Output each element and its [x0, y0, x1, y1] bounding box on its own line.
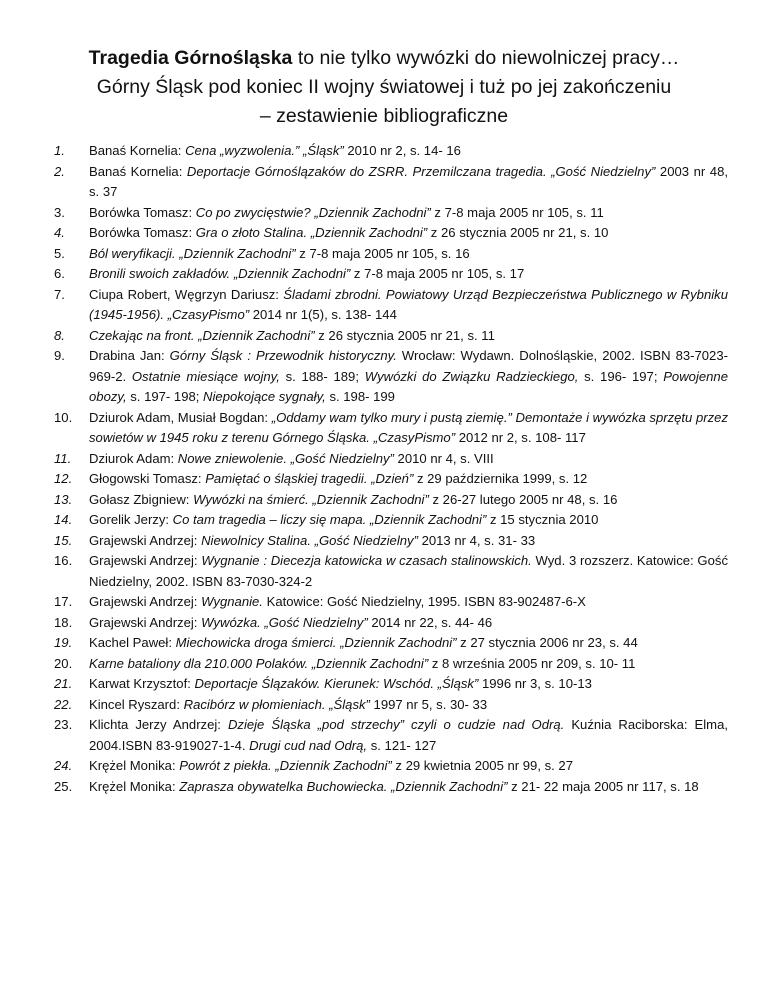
entry-title-text: Górny Śląsk : Przewodnik historyczny.: [169, 348, 397, 363]
entry-number: 24.: [54, 758, 73, 773]
entry-title-text: Ból weryfikacji. „Dziennik Zachodni”: [89, 245, 296, 261]
bibliography-entry: [54, 551, 728, 592]
document-header: [40, 44, 728, 131]
entry-number: 3.: [54, 204, 65, 220]
entry-text: z 29 października 1999, s. 12: [413, 471, 588, 486]
entry-text: Borówka Tomasz:: [89, 225, 196, 240]
entry-number: 22.: [54, 696, 73, 712]
entry-text: z 8 września 2005 nr 209, s. 10- 11: [428, 655, 636, 671]
entry-text: Grajewski Andrzej:: [89, 553, 202, 568]
entry-text: Grajewski Andrzej:: [89, 532, 202, 548]
entry-title-text: Drugi cud nad Odrą,: [249, 737, 368, 753]
bibliography-entry: [54, 244, 728, 265]
bibliography-entry: [54, 510, 728, 531]
entry-title-text: Wywózki na śmierć. „Dziennik Zachodni”: [193, 491, 429, 507]
entry-number: 18.: [54, 614, 73, 630]
entry-title-text: Zaprasza obywatelka Buchowiecka. „Dziennik Zachodni”: [179, 778, 508, 794]
entry-title-text: Ostatnie miesiące wojny,: [131, 368, 280, 384]
entry-text: Dziurok Adam:: [89, 450, 178, 466]
entry-text: z 26-27 lutego 2005 nr 48, s. 16: [428, 491, 618, 507]
bibliography-entry: [54, 326, 728, 347]
entry-text: z 26 stycznia 2005 nr 21, s. 10: [427, 225, 609, 240]
entry-number: 12.: [54, 471, 73, 486]
bibliography-entry: [54, 613, 728, 634]
entry-number: 4.: [54, 225, 65, 240]
entry-number: 9.: [54, 348, 65, 363]
entry-text: z 7-8 maja 2005 nr 105, s. 16: [295, 245, 470, 261]
entry-title-text: Pamiętać o śląskiej tragedii. „Dzień”: [205, 471, 414, 486]
bibliography-entry: [54, 715, 728, 756]
entry-title-text: Wywózki do Związku Radzieckiego,: [364, 368, 579, 384]
entry-text: s. 188- 189;: [279, 368, 365, 384]
bibliography-entry: [54, 223, 728, 244]
entry-text: Gorelik Jerzy:: [89, 512, 173, 527]
entry-title-text: Wygnanie.: [201, 594, 263, 609]
bibliography-entry: [54, 654, 728, 675]
entry-number: 14.: [54, 512, 73, 527]
entry-text: z 15 stycznia 2010: [486, 512, 599, 527]
entry-title-text: Wywózka. „Gość Niedzielny”: [201, 614, 368, 630]
bibliography-entry: [54, 756, 728, 777]
entry-number: 20.: [54, 655, 73, 671]
bibliography-entry: [54, 777, 728, 798]
entry-title-text: Bronili swoich zakładów. „Dziennik Zachodni”: [89, 266, 351, 281]
entry-number: 10.: [54, 409, 73, 425]
entry-text: Kincel Ryszard:: [89, 696, 184, 712]
entry-text: Katowice: Gość Niedzielny, 1995. ISBN 83-902487-6-X: [262, 594, 586, 609]
entry-text: Karwat Krzysztof:: [89, 676, 195, 691]
entry-number: 19.: [54, 635, 73, 650]
entry-title-text: Czekając na front. „Dziennik Zachodni”: [89, 327, 315, 343]
bibliography-entry: [54, 695, 728, 716]
entry-title-text: Cena „wyzwolenia.” „Śląsk”: [185, 143, 344, 158]
entry-title-text: Co po zwycięstwie? „Dziennik Zachodni”: [195, 204, 431, 220]
bibliography-entry: [54, 592, 728, 613]
entry-text: Banaś Kornelia:: [89, 163, 187, 179]
title-bold: Tragedia Górnośląska: [88, 47, 293, 69]
entry-text: z 7-8 maja 2005 nr 105, s. 17: [350, 266, 525, 281]
entry-text: s. 197- 198;: [126, 389, 204, 404]
entry-text: Dziurok Adam, Musiał Bogdan:: [89, 409, 272, 425]
entry-text: s. 196- 197;: [578, 368, 664, 384]
bibliography-entry: [54, 346, 728, 408]
entry-number: 17.: [54, 594, 73, 609]
entry-text: Kachel Paweł:: [89, 635, 176, 650]
bibliography-entry: [54, 531, 728, 552]
bibliography-entry: [54, 285, 728, 326]
entry-number: 23.: [54, 717, 73, 732]
entry-text: Głogowski Tomasz:: [89, 471, 206, 486]
entry-title-text: Deportacje Górnoślązaków do ZSRR. Przemilczana tragedia. „Gość Niedzielny”: [186, 163, 656, 179]
entry-text: 1997 nr 5, s. 30- 33: [369, 696, 488, 712]
entry-text: 2014 nr 1(5), s. 138- 144: [249, 307, 397, 322]
entry-number: 8.: [54, 327, 65, 343]
entry-text: Banaś Kornelia:: [89, 143, 186, 158]
entry-text: s. 198- 199: [325, 389, 395, 404]
entry-title-text: Co tam tragedia – liczy się mapa. „Dziennik Zachodni”: [172, 512, 487, 527]
entry-text: z 29 kwietnia 2005 nr 99, s. 27: [391, 758, 573, 773]
entry-text: Krężel Monika:: [89, 758, 180, 773]
entry-title-text: Śladami zbrodni. Powiatowy Urząd Bezpieczeństwa Publicznego w Rybniku (1945-1956). „CzasyPismo”: [89, 286, 728, 322]
entry-number: 11.: [54, 450, 72, 466]
entry-number: 6.: [54, 266, 65, 281]
entry-text: 2010 nr 4, s. VIII: [393, 450, 494, 466]
entry-number: 13.: [54, 491, 73, 507]
entry-number: 16.: [54, 553, 73, 568]
entry-text: Wyd. 3 rozszerz. Katowice: Gość Niedzielny, 2002. ISBN 83-7030-324-2: [89, 553, 728, 589]
bibliography-entry: [54, 203, 728, 224]
entry-text: Grajewski Andrzej:: [89, 594, 202, 609]
bibliography-entry: [54, 469, 728, 490]
entry-text: z 21- 22 maja 2005 nr 117, s. 18: [507, 778, 699, 794]
bibliography-entry: [54, 408, 728, 449]
entry-title-text: Wygnanie : Diecezja katowicka w czasach stalinowskich.: [201, 553, 532, 568]
entry-title-text: „Oddamy wam tylko mury i pustą ziemię.” Demontaże i wywózka sprzętu przez sowietów w 1945 roku z terenu Górnego Śląska. „CzasyPismo”: [89, 409, 728, 445]
title-line-1: [40, 44, 728, 73]
title-line-3: – zestawienie bibliograficzne: [259, 105, 509, 127]
entry-title-text: Niepokojące sygnały,: [203, 389, 326, 404]
entry-text: Wrocław: Wydawn. Dolnośląskie, 2002. ISBN 83-7023-969-2.: [89, 348, 728, 384]
bibliography-entry: [54, 490, 728, 511]
entry-number: 1.: [54, 143, 65, 158]
entry-text: z 26 stycznia 2005 nr 21, s. 11: [314, 327, 495, 343]
entry-number: 15.: [54, 532, 73, 548]
bibliography-list: [54, 141, 728, 797]
entry-text: Gołasz Zbigniew:: [89, 491, 194, 507]
title-line-2: Górny Śląsk pod koniec II wojny światowej i tuż po jej zakończeniu: [96, 76, 672, 98]
entry-text: 2012 nr 2, s. 108- 117: [455, 430, 586, 445]
entry-number: 5.: [54, 245, 65, 261]
entry-text: Borówka Tomasz:: [89, 204, 196, 220]
bibliography-entry: [54, 141, 728, 162]
entry-text: 2013 nr 4, s. 31- 33: [417, 532, 536, 548]
entry-title-text: Racibórz w płomieniach. „Śląsk”: [183, 696, 370, 712]
bibliography-entry: [54, 674, 728, 695]
entry-title-text: Powrót z piekła. „Dziennik Zachodni”: [179, 758, 392, 773]
entry-text: z 27 stycznia 2006 nr 23, s. 44: [456, 635, 638, 650]
entry-text: Grajewski Andrzej:: [89, 614, 202, 630]
entry-title-text: Nowe zniewolenie. „Gość Niedzielny”: [177, 450, 394, 466]
entry-text: Drabina Jan:: [89, 348, 170, 363]
entry-title-text: Karne bataliony dla 210.000 Polaków. „Dziennik Zachodni”: [89, 655, 429, 671]
entry-number: 2.: [54, 163, 65, 179]
entry-text: z 7-8 maja 2005 nr 105, s. 11: [430, 204, 604, 220]
bibliography-entry: [54, 633, 728, 654]
entry-title-text: Gra o złoto Stalina. „Dziennik Zachodni”: [195, 225, 428, 240]
entry-text: 2003 nr 48, s. 37: [89, 163, 728, 199]
entry-title-text: Niewolnicy Stalina. „Gość Niedzielny”: [201, 532, 418, 548]
entry-title-text: Deportacje Ślązaków. Kierunek: Wschód. „Śląsk”: [194, 676, 479, 691]
bibliography-entry: [54, 264, 728, 285]
entry-number: 21.: [54, 676, 73, 691]
title-rest: to nie tylko wywózki do niewolniczej pracy…: [292, 47, 680, 69]
entry-title-text: Powojenne obozy,: [89, 368, 728, 404]
entry-text: 1996 nr 3, s. 10-13: [478, 676, 592, 691]
entry-text: 2010 nr 2, s. 14- 16: [343, 143, 461, 158]
bibliography-entry: [54, 162, 728, 203]
entry-text: Klichta Jerzy Andrzej:: [89, 717, 228, 732]
entry-number: 25.: [54, 778, 73, 794]
entry-title-text: Dzieje Śląska „pod strzechy” czyli o cudzie nad Odrą.: [227, 717, 565, 732]
entry-text: 2014 nr 22, s. 44- 46: [367, 614, 493, 630]
entry-text: s. 121- 127: [367, 737, 437, 753]
entry-title-text: Miechowicka droga śmierci. „Dziennik Zachodni”: [175, 635, 457, 650]
entry-text: Krężel Monika:: [89, 778, 180, 794]
entry-number: 7.: [54, 286, 65, 302]
entry-text: Kuźnia Raciborska: Elma, 2004.ISBN 83-919027-1-4.: [89, 717, 728, 753]
bibliography-entry: [54, 449, 728, 470]
entry-text: Ciupa Robert, Węgrzyn Dariusz:: [89, 286, 284, 302]
